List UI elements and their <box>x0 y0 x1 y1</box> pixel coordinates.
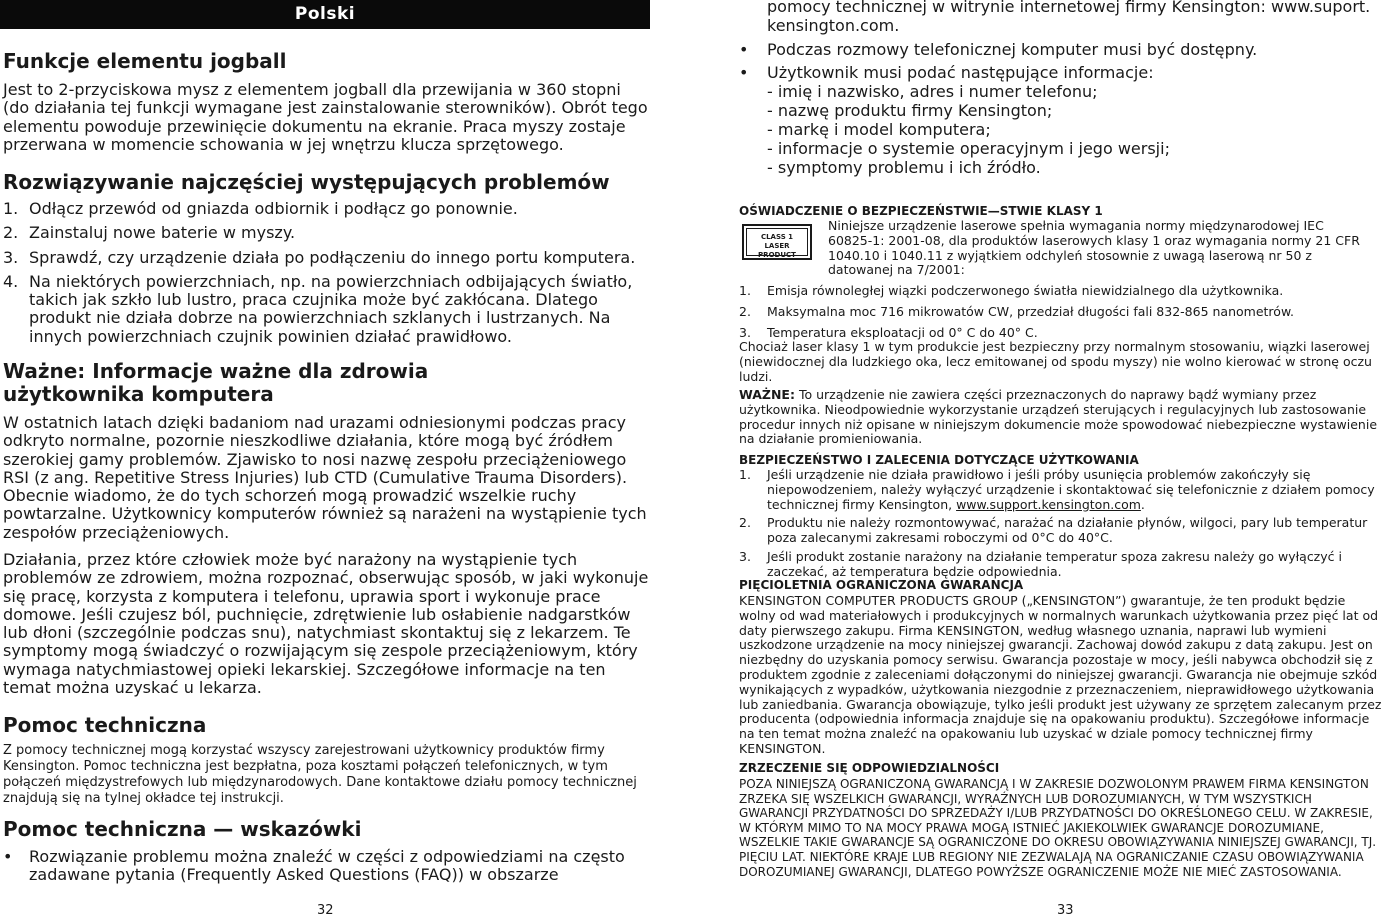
troubleshooting-list <box>3 200 651 352</box>
list-item: • Rozwiązanie problemu można znaleźć w części z odpowiedziami na często zadawane pytania (Frequently Asked Questions (FAQ)) w obszarze <box>3 847 625 885</box>
safety-list <box>739 468 1384 584</box>
right-page <box>739 0 1384 918</box>
tech-tips-heading: Pomoc techniczna — wskazówki <box>3 817 362 841</box>
tech-tips-list <box>3 848 643 885</box>
laser-specs-list <box>739 284 1384 344</box>
list-item: 2. Produktu nie należy rozmontowywać, narażać na działanie płynów, wilgoci, pary lub temperatur poza zalecanymi zakresami roboczymi od 0°C do 40°C. <box>739 515 1368 546</box>
support-link[interactable]: www.support.kensington.com <box>956 496 1141 512</box>
laser-note: Chociaż laser klasy 1 w tym produkcie jest bezpieczny przy normalnym stosowaniu, wiązki laserowej (niewidocznej dla ludzkiego oka, lecz emitowanej od spodu myszy) nie wolno kierować w stronę oczu ludzi. <box>739 339 1372 384</box>
disclaimer-body: POZA NINIEJSZĄ OGRANICZONĄ GWARANCJĄ I W ZAKRESIE DOZWOLONYM PRAWEM FIRMA KENSINGTON ZRZEKA SIĘ WSZELKICH GWARANCJI, WYRAŹNYCH LUB DOROZUMIANYCH, W TYM WSZYSTKICH GWARANCJI PRZYDATNOŚCI DO SPRZEDAŻY I/LUB PRZYDATNOŚCI DO OKREŚLONEGO CELU. W ZAKRESIE, W KTÓRYM MIMO TO NA MOCY PRAWA MOGĄ ISTNIEĆ JAKIEKOLWIEK GWARANCJE DOROZUMIANE, WSZELKIE TAKIE GWARANCJE SĄ OGRANICZONE DO OKRESU OBOWIĄZYWANIA NINIEJSZEJ GWARANCJI, TJ. PIĘCIU LAT. NIEKTÓRE KRAJE LUB REGIONY NIE ZEZWALAJĄ NA OGRANICZANIE CZASU OBOWIĄZYWANIA DOROZUMIANEJ GWARANCJI, DLATEGO POWYŻSZE OGRANICZENIE MOŻE NIE MIEĆ ZASTOSOWANIA. <box>739 777 1377 879</box>
list-item: 3. Sprawdź, czy urządzenie działa po podłączeniu do innego portu komputera. <box>3 247 636 267</box>
list-item: 3. Jeśli produkt zostanie narażony na działanie temperatur spoza zakresu należy go wyłączyć i zaczekać, aż temperatura będzie odpowiednia. <box>739 548 1342 579</box>
page-number-left: 32 <box>317 903 334 918</box>
laser-intro: Niniejsze urządzenie laserowe spełnia wymagania normy międzynarodowej IEC 60825-1: 2001-08, dla produktów laserowych klasy 1 oraz wymagania normy 21 CFR 1040.10 i 1040.11 z wyjątkiem odchyleń stosownie z uwagą laserową nr 50 z datowanej na 7/2001: <box>828 218 1360 278</box>
list-item: • Użytkownik musi podać następujące informacje: - imię i nazwisko, adres i numer telefonu; - nazwę produktu firmy Kensington; - markę i model komputera; - informacje o systemie operacyjnym i jego wersji; - symptomy problemu i ich źródło. <box>739 63 1384 177</box>
tips-bullets <box>739 40 1384 181</box>
list-item: • Podczas rozmowy telefonicznej komputer musi być dostępny. <box>739 40 1258 59</box>
laser-class-badge: CLASS 1 LASER PRODUCT <box>742 224 812 260</box>
left-page <box>0 0 652 918</box>
safety-heading: BEZPIECZEŃSTWO I ZALECENIA DOTYCZĄCE UŻYTKOWANIA <box>739 453 1139 467</box>
list-item: 4. Na niektórych powierzchniach, np. na powierzchniach odbijających światło, takich jak szkło lub lustro, praca czujnika może być zakłócana. Dlatego produkt nie działa dobrze na powierzchniach szklanych i lustrzanych. Na innych powierzchniach czujnik powinien działać prawidłowo. <box>3 271 633 346</box>
list-item: 3. Temperatura eksploatacji od 0° C do 40° C. <box>739 324 1038 340</box>
health-paragraph-2: Działania, przez które człowiek może być narażony na wystąpienie tych problemów ze zdrowiem, można rozpoznać, obserwując sposób, w jaki wykonuje się pracę, korzysta z komputera i telefonu, uprawia sport i wykonuje prace domowe. Jeśli czujesz ból, puchnięcie, zdrętwienie lub osłabienie nadgarstków lub dłoni (szczególnie podczas snu), natychmiast skontaktuj się z lekarzem. Te symptomy mogą świadczyć o rozwijającym się zespole przeciążeniowym, który wymaga natychmiastowej opieki lekarskiej. Szczegółowe informacje na ten temat można uzyskać u lekarza. <box>3 550 649 698</box>
laser-important: WAŻNE: To urządzenie nie zawiera części przeznaczonych do naprawy bądź wymiany przez użytkownika. Nieodpowiednie wykorzystanie urządzeń sterujących i regulacyjnych lub zastosowanie procedur innych niż opisane w niniejszym dokumencie może spowodować niebezpieczne wystawienie na działanie promieniowania. <box>739 387 1378 447</box>
jogball-heading: Funkcje elementu jogball <box>3 49 287 73</box>
laser-safety-heading: OŚWIADCZENIE O BEZPIECZEŃSTWIE—STWIE KLASY 1 <box>739 204 1103 218</box>
page-number-right: 33 <box>1057 903 1074 918</box>
tech-support-paragraph: Z pomocy technicznej mogą korzystać wszyscy zarejestrowani użytkownicy produktów firmy Kensington. Pomoc techniczna jest bezpłatna, poza kosztami połączeń telefonicznych, w tym połączeń międzystrefowych lub międzynarodowych. Dane kontaktowe działu pomocy technicznej znajdują się na tylnej okładce tej instrukcji. <box>3 743 637 806</box>
list-item: 1. Odłącz przewód od gniazda odbiornik i podłącz go ponownie. <box>3 199 518 218</box>
list-item: 2. Zainstaluj nowe baterie w myszy. <box>3 223 296 243</box>
continued-text: pomocy technicznej w witrynie internetowej firmy Kensington: www.suport. kensington.com. <box>767 0 1371 35</box>
health-paragraph-1: W ostatnich latach dzięki badaniom nad urazami odniesionymi podczas pracy odkryto normalne, pozornie nieszkodliwe działania, które mogą być źródłem szerokiej gamy problemów. Zjawisko to nosi nazwę zespołu przeciążeniowego RSI (z ang. Repetitive Stress Injuries) lub CTD (Cumulative Trauma Disorders). Obecnie wiadomo, że do tych schorzeń mogą prowadzić wszelkie ruchy powtarzalne. Użytkownicy komputerów również są narażeni na wystąpienie tych zespołów przeciążeniowych. <box>3 413 647 542</box>
jogball-paragraph: Jest to 2-przyciskowa mysz z elementem jogball dla przewijania w 360 stopni (do działania tej funkcji wymagane jest zainstalowanie sterowników). Obrót tego elementu powoduje przewinięcie dokumentu na ekranie. Praca myszy zostaje przerwana w momencie schowania w jej wnętrzu klucza sprzętowego. <box>3 80 648 154</box>
health-heading: Ważne: Informacje ważne dla zdrowia użytkownika komputera <box>3 359 429 406</box>
troubleshooting-heading: Rozwiązywanie najczęściej występujących problemów <box>3 170 610 194</box>
info-sublist: - imię i nazwisko, adres i numer telefonu; - nazwę produktu firmy Kensington; - markę i model komputera; - informacje o systemie operacyjnym i jego wersji; - symptomy problemu i ich źródło. <box>767 82 1170 177</box>
list-item: 1. Emisja równoległej wiązki podczerwonego światła niewidzialnego dla użytkownika. <box>739 283 1284 298</box>
tech-support-heading: Pomoc techniczna <box>3 713 207 737</box>
warranty-heading: PIĘCIOLETNIA OGRANICZONA GWARANCJA <box>739 578 1024 592</box>
language-header: Polski <box>0 0 650 29</box>
list-item: 1. Jeśli urządzenie nie działa prawidłowo i jeśli próby usunięcia problemów zakończyły się niepowodzeniem, należy wyłączyć urządzenie i skontaktować się telefonicznie z działem pomocy technicznej firmy Kensington, www.support.kensington.com. <box>739 467 1375 512</box>
list-item: 2. Maksymalna moc 716 mikrowatów CW, przedział długości fali 832-865 nanometrów. <box>739 303 1294 319</box>
disclaimer-heading: ZRZECZENIE SIĘ ODPOWIEDZIALNOŚCI <box>739 761 1000 775</box>
warranty-body: KENSINGTON COMPUTER PRODUCTS GROUP („KENSINGTON”) gwarantuje, że ten produkt będzie wolny od wad materiałowych i produkcyjnych w normalnych warunkach użytkowania przez pięć lat od daty pierwszego zakupu. Firma KENSINGTON, według własnego uznania, naprawi lub wymieni uszkodzone urządzenie na mocy niniejszej gwarancji. Zachowaj dowód zakupu z datą zakupu. Jest on niezbędny do uzyskania pomocy serwisu. Gwarancja pozostaje w mocy, jeśli nabywca obchodził się z produktem zgodnie z zaleceniami dołączonymi do niniejszej gwarancji. Gwarancja nie obejmuje szkód wynikających z wypadków, użytkowania niezgodnie z przeznaczeniem, nieprawidłowego użytkowania lub zaniedbania. Gwarancja obowiązuje, tylko jeśli produkt jest używany ze sprzętem zalecanym przez producenta (odpowiednia informacja znajduje się na opakowaniu produktu). Szczegółowe informacje na ten temat można znaleźć na opakowaniu lub uzyskać w dziale pomocy technicznej firmy KENSINGTON. <box>739 593 1382 756</box>
